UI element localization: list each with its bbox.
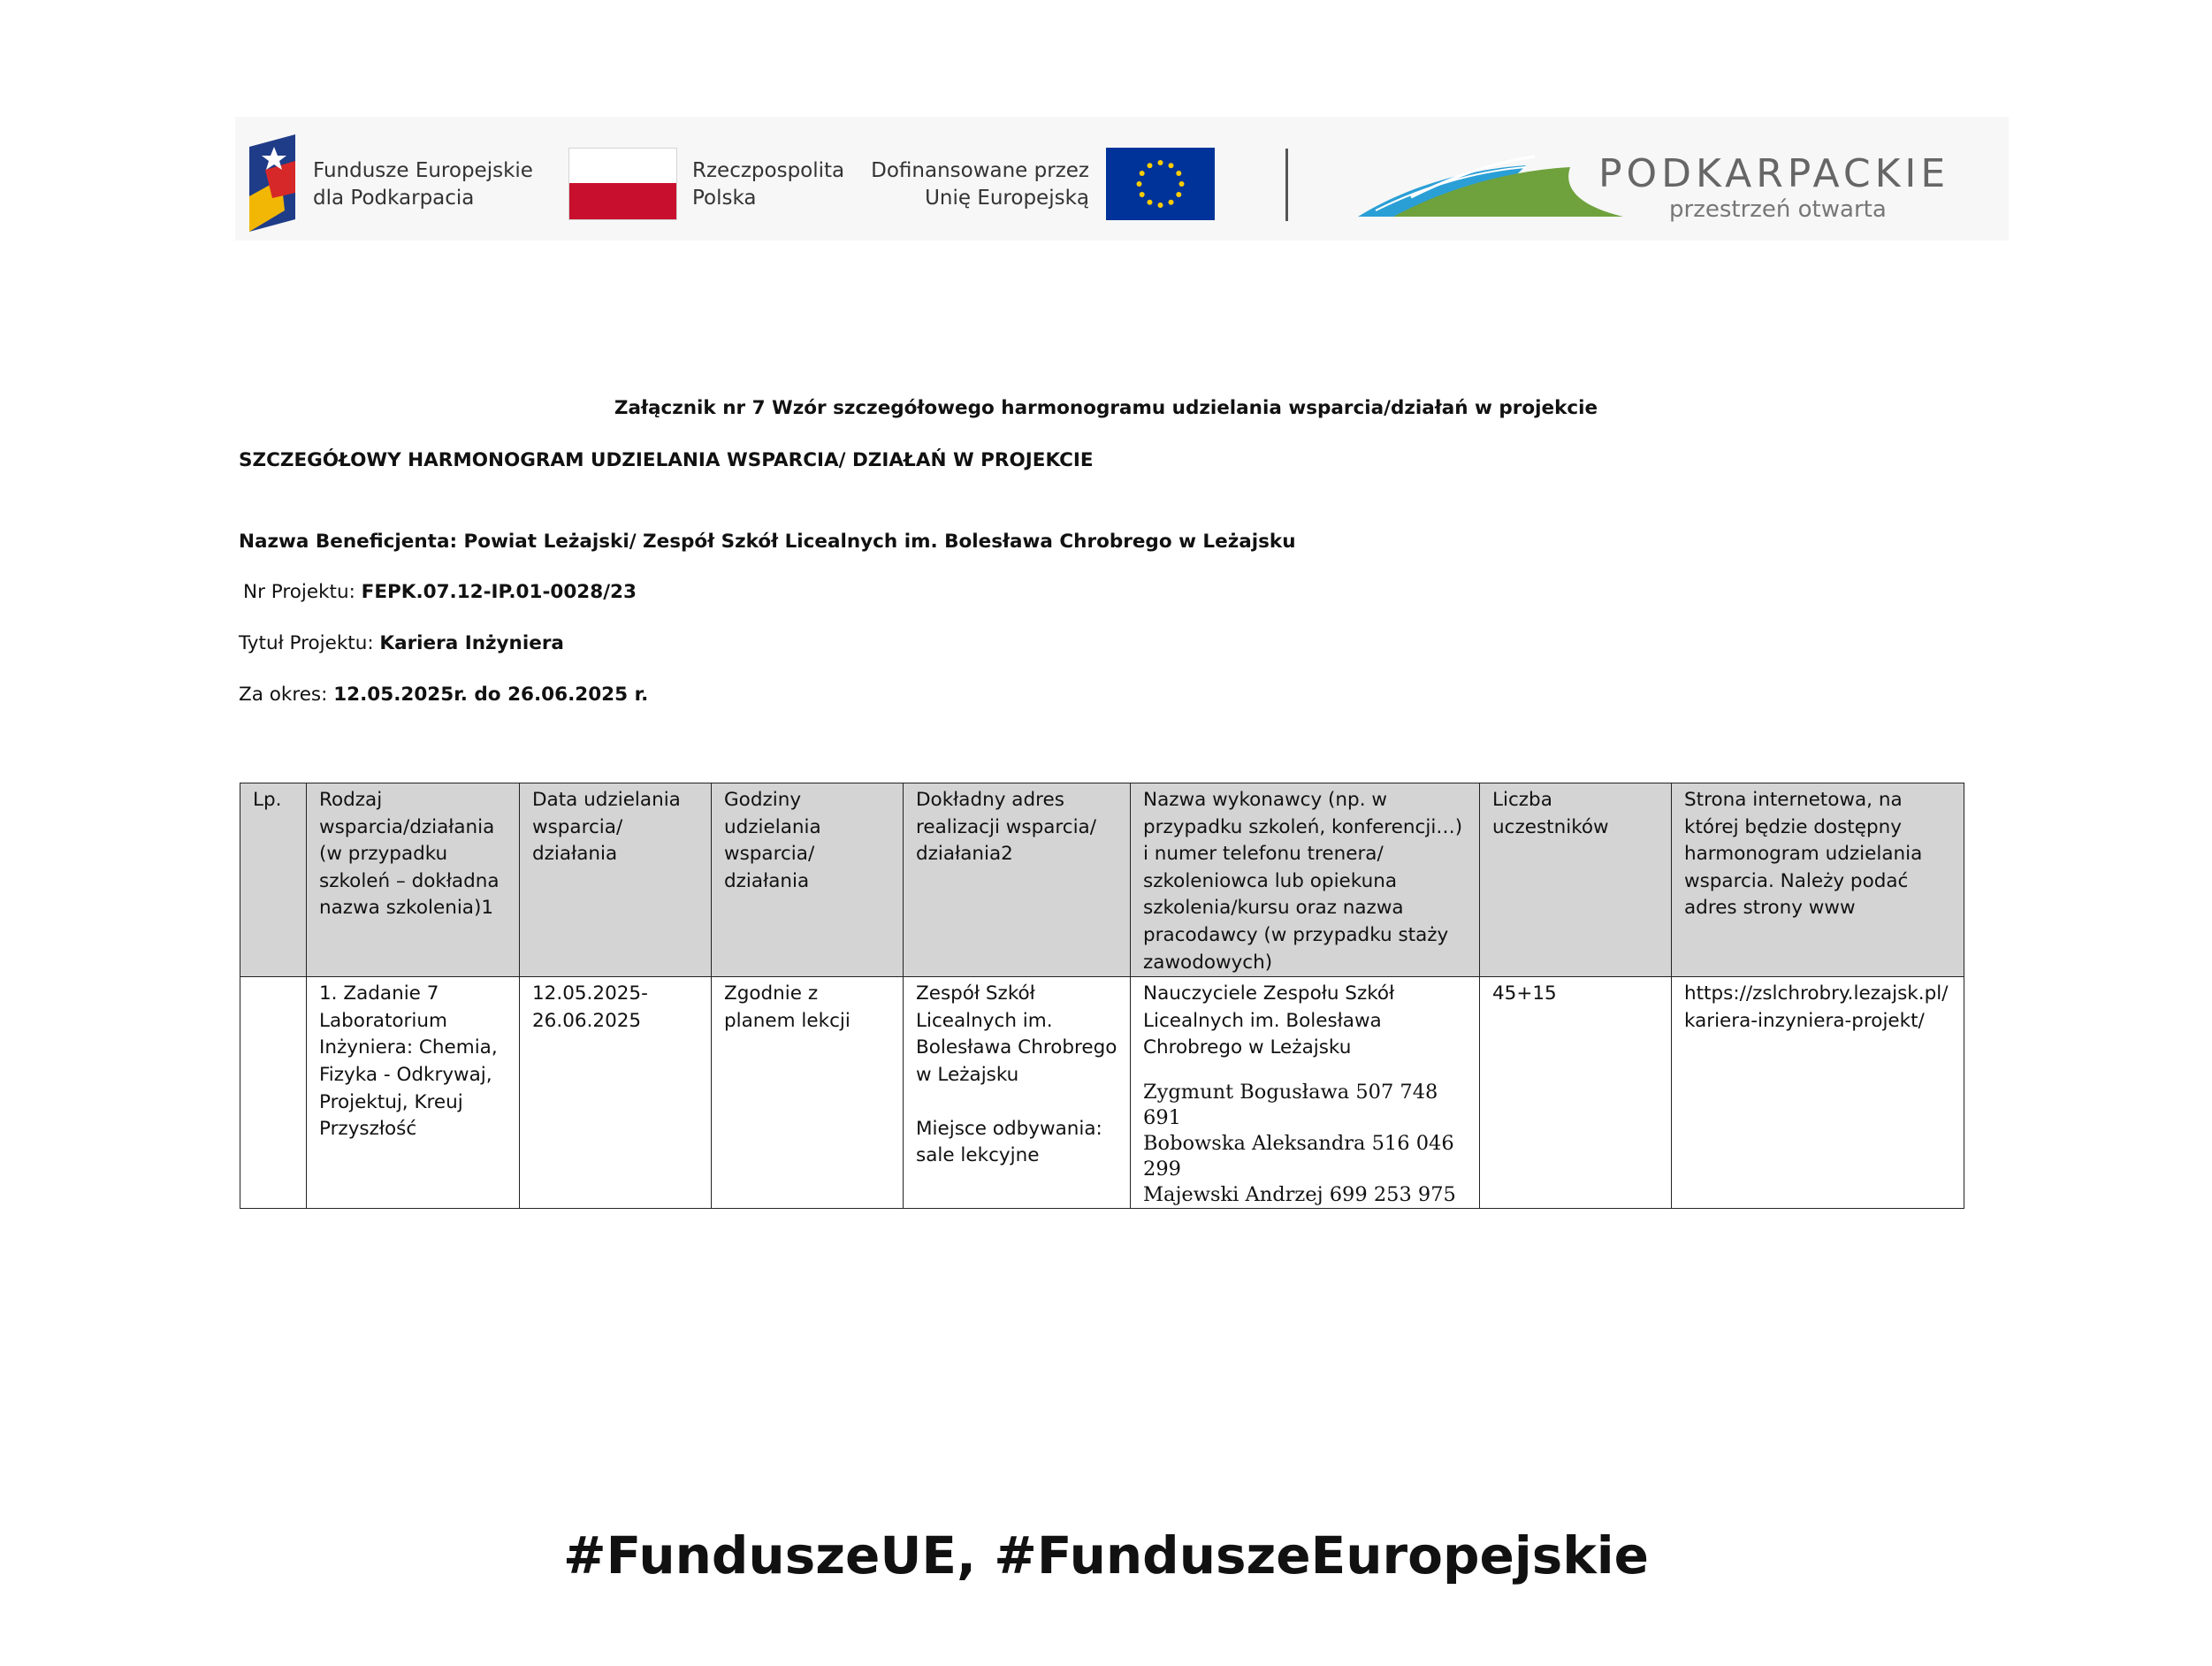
table-row — [240, 977, 1964, 1209]
table-header-row — [240, 783, 1964, 977]
cell-activity: 1. Zadanie 7 Laboratorium Inżyniera: Chemia, Fizyka - Odkrywaj, Projektuj, Kreuj Przyszłość — [307, 977, 520, 1209]
fe-logo-line-2: dla Podkarpacia — [313, 187, 475, 210]
fe-logo-text — [313, 157, 533, 212]
eu-flag-icon — [1106, 148, 1215, 220]
cell-lp — [240, 977, 307, 1209]
eu-text-line-1: Dofinansowane przez — [871, 159, 1089, 182]
fe-logo-icon — [246, 134, 302, 233]
trainer-line: Bobowska Aleksandra 516 046 299 — [1143, 1131, 1454, 1181]
header-participants: Liczba uczestników — [1480, 783, 1672, 977]
project-title-line — [239, 631, 564, 656]
document-title: Załącznik nr 7 Wzór szczegółowego harmonogramu udzielania wsparcia/działań w projekcie — [614, 397, 1598, 419]
header-contractor: Nazwa wykonawcy (np. w przypadku szkoleń, konferencji…) i numer telefonu trenera/ szkoleniowca lub opiekuna szkolenia/kursu oraz nazwa pracodawcy (w przypadku staży zawodowych) — [1131, 783, 1480, 977]
header-website: Strona internetowa, na której będzie dostępny harmonogram udzielania wsparcia. Należy podać adres strony www — [1672, 783, 1964, 977]
header-lp: Lp. — [240, 783, 307, 977]
rp-logo-line-2: Polska — [692, 187, 757, 210]
cell-website — [1672, 977, 1964, 1209]
header-hours: Godziny udzielania wsparcia/ działania — [712, 783, 904, 977]
project-title-value: Kariera Inżyniera — [379, 632, 564, 654]
cell-date: 12.05.2025-26.06.2025 — [520, 977, 712, 1209]
contractor-text: Nauczyciele Zespołu Szkół Licealnych im. Bolesława Chrobrego w Leżajsku — [1143, 982, 1395, 1059]
header-date: Data udzielania wsparcia/ działania — [520, 783, 712, 977]
cell-address — [904, 977, 1131, 1209]
period-value: 12.05.2025r. do 26.06.2025 r. — [333, 684, 649, 706]
polish-flag-red-band — [569, 183, 676, 219]
project-number-label: Nr Projektu: — [243, 581, 362, 603]
website-link[interactable]: https://zslchrobry.lezajsk.pl/kariera-inzyniera-projekt/ — [1684, 982, 1949, 1032]
schedule-table — [240, 783, 1964, 1209]
logo-separator — [1285, 149, 1288, 221]
main-heading: SZCZEGÓŁOWY HARMONOGRAM UDZIELANIA WSPARCIA/ DZIAŁAŃ W PROJEKCIE — [239, 449, 1094, 471]
header-activity: Rodzaj wsparcia/działania (w przypadku szkoleń – dokładna nazwa szkolenia)1 — [307, 783, 520, 977]
polish-flag-icon — [568, 148, 677, 220]
header-address: Dokładny adres realizacji wsparcia/ działania2 — [904, 783, 1131, 977]
place-text: Miejsce odbywania: sale lekcyjne — [916, 1117, 1102, 1167]
project-title-label: Tytuł Projektu: — [239, 632, 380, 654]
eu-cofinanced-text — [871, 157, 1089, 212]
rp-logo-text — [692, 157, 844, 212]
cell-hours: Zgodnie z planem lekcji — [712, 977, 904, 1209]
footer-hashtags: #FunduszeUE, #FunduszeEuropejskie — [562, 1525, 1650, 1586]
trainer-line: Majewski Andrzej 699 253 975 — [1143, 1182, 1456, 1206]
period-line — [239, 683, 648, 707]
podkarpackie-name: PODKARPACKIE — [1598, 151, 1950, 196]
podkarpackie-tagline: przestrzeń otwarta — [1669, 196, 1887, 223]
cell-participants: 45+15 — [1480, 977, 1672, 1209]
cell-contractor — [1131, 977, 1480, 1209]
trainer-line: Zygmunt Bogusława 507 748 691 — [1143, 1080, 1438, 1129]
beneficiary-line: Nazwa Beneficjenta: Powiat Leżajski/ Zespół Szkół Licealnych im. Bolesława Chrobrego w Leżajsku — [239, 531, 1296, 553]
project-number-line — [243, 580, 637, 605]
project-number-value: FEPK.07.12-IP.01-0028/23 — [361, 581, 637, 603]
eu-text-line-2: Unię Europejską — [925, 187, 1089, 210]
address-text: Zespół Szkół Licealnych im. Bolesława Chrobrego w Leżajsku — [916, 982, 1117, 1086]
rp-logo-line-1: Rzeczpospolita — [692, 159, 845, 182]
period-label: Za okres: — [239, 684, 334, 706]
fe-logo-line-1: Fundusze Europejskie — [313, 159, 533, 182]
